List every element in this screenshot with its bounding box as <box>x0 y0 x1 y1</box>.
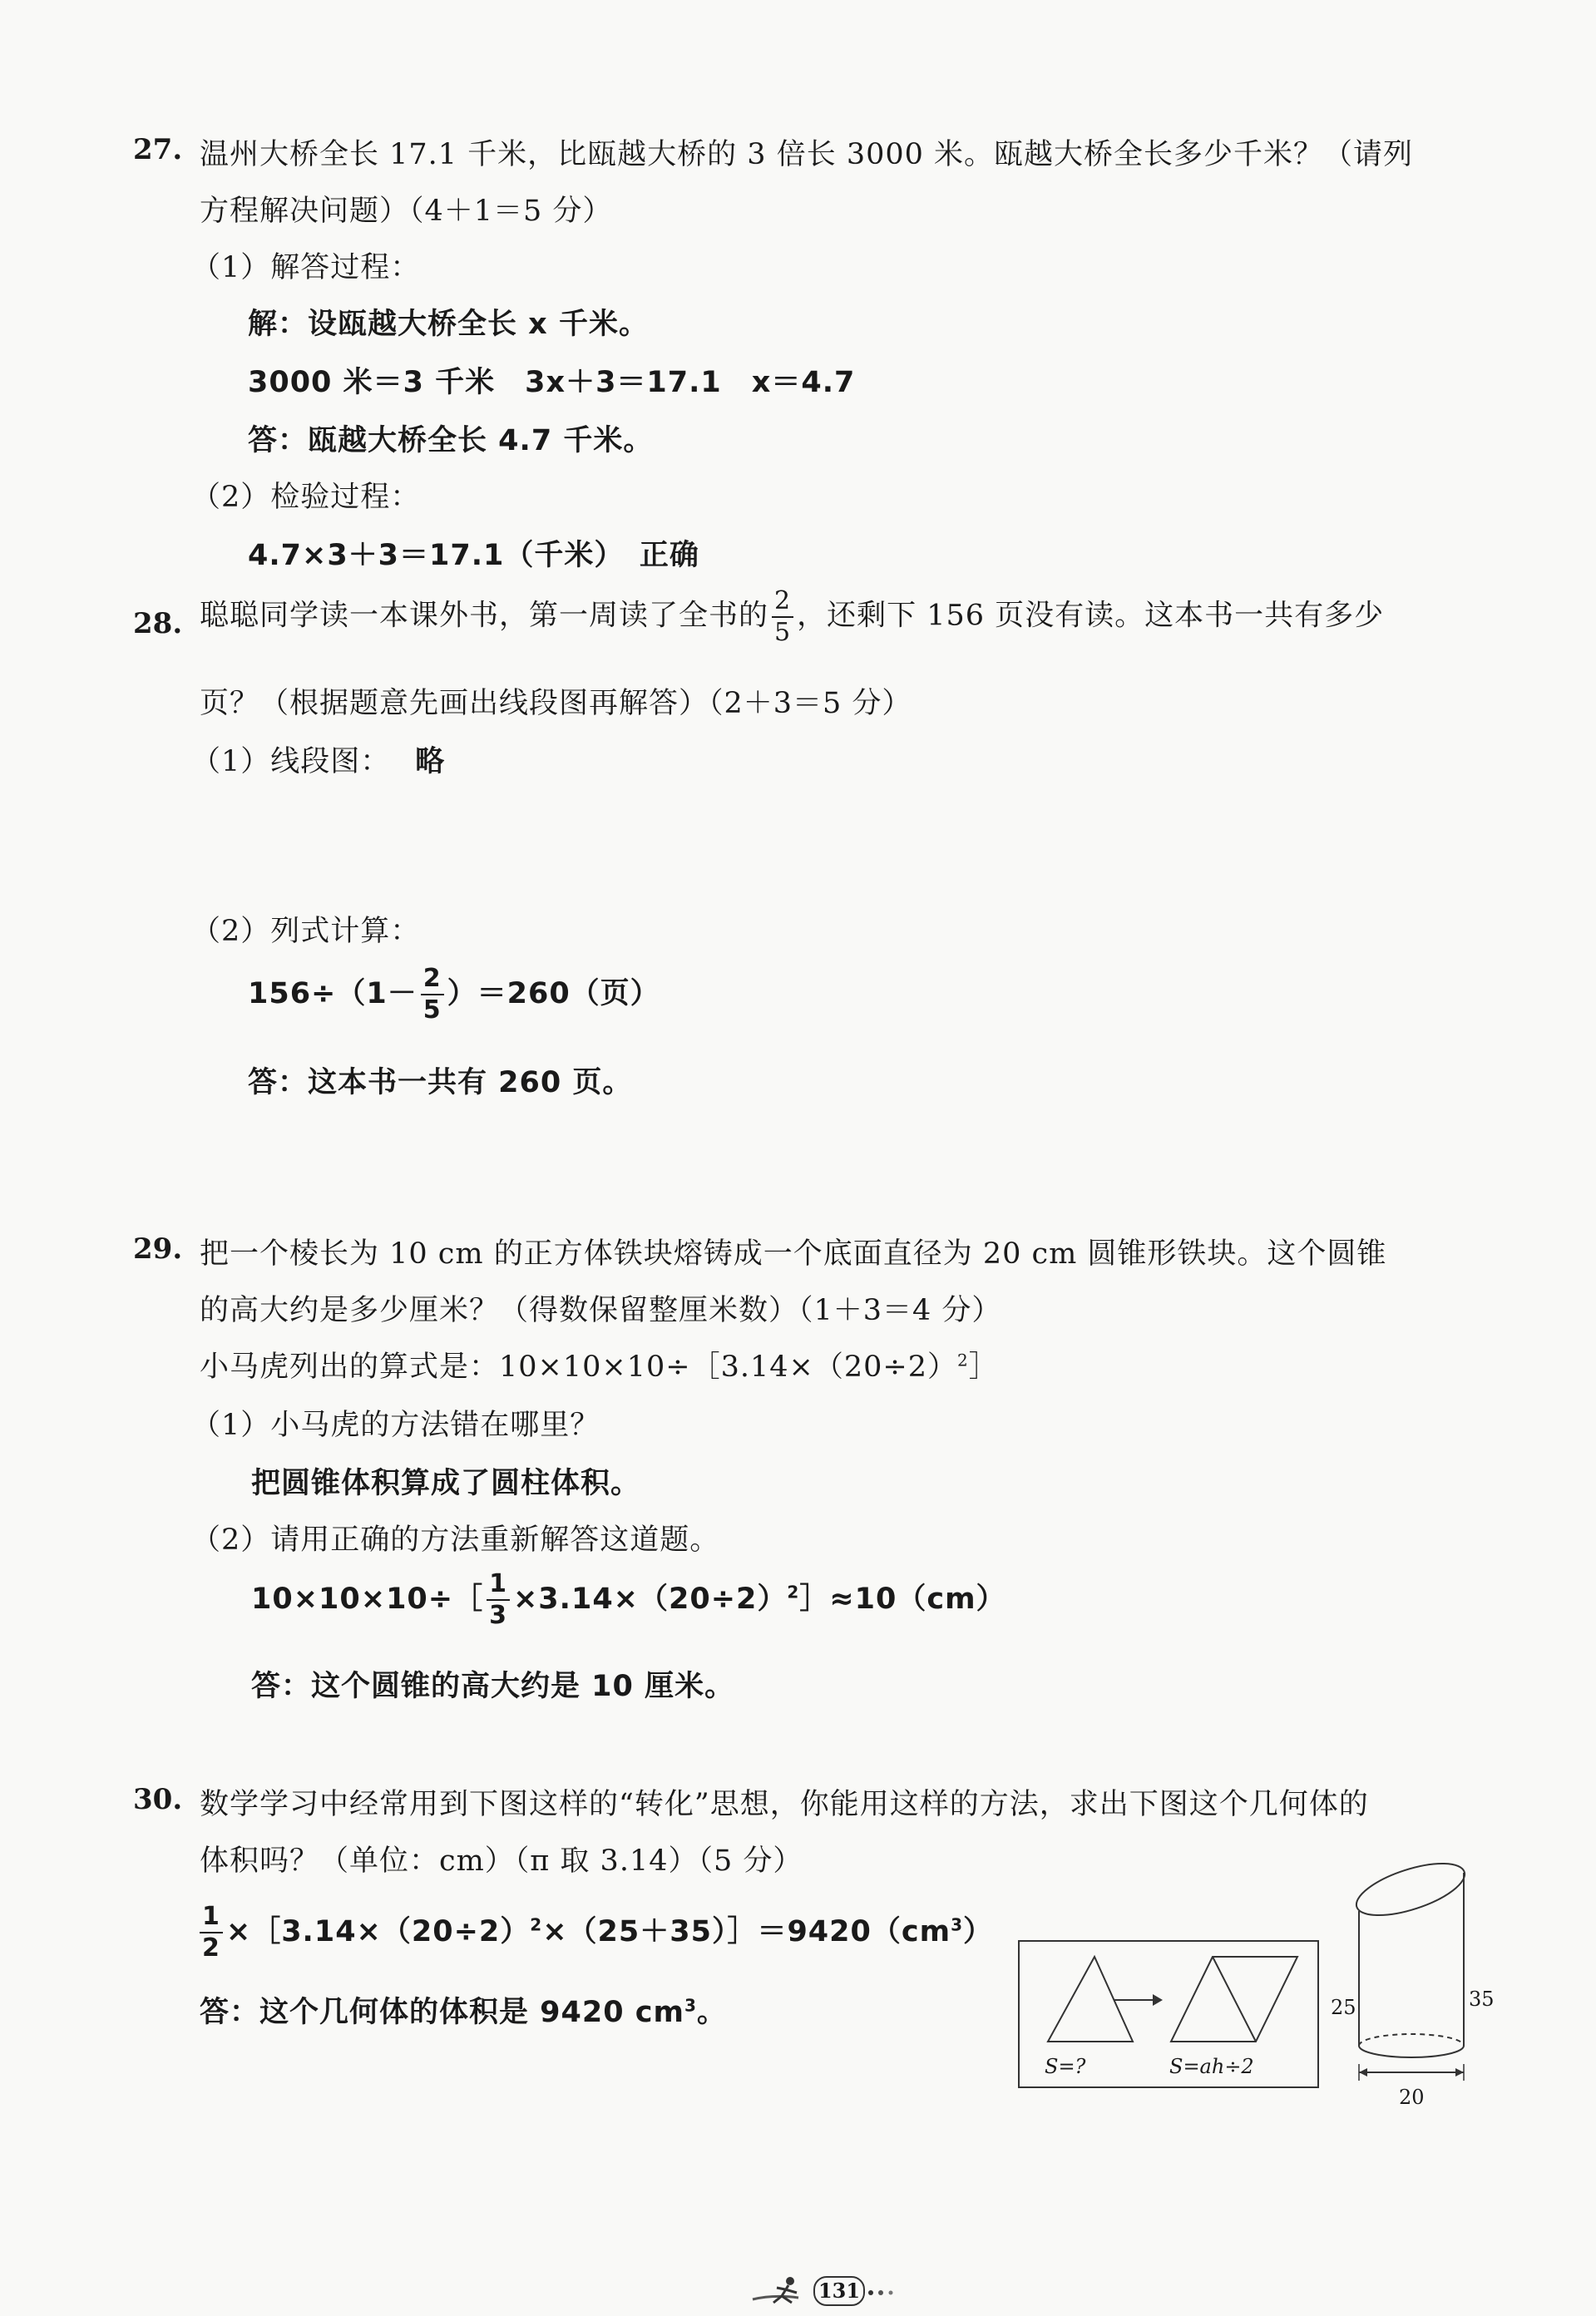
exponent: 2 <box>787 1582 800 1602</box>
fraction-numerator: 2 <box>421 966 444 995</box>
dimension-arrow-left-icon <box>1359 2068 1367 2076</box>
runner-logo-icon <box>749 2274 815 2308</box>
question-text <box>200 1344 999 1385</box>
question-number: 30. <box>133 1783 183 1816</box>
calc-part: ） <box>963 1915 994 1948</box>
answer-line: 答：瓯越大桥全长 4.7 千米。 <box>248 424 654 457</box>
cylinder-diameter-label: 20 <box>1399 2086 1425 2109</box>
question-text: 的高大约是多少厘米？（得数保留整厘米数）（1＋3＝4 分） <box>200 1294 1002 1327</box>
answer-line: 答：这本书一共有 260 页。 <box>248 1066 633 1099</box>
part-label-text: （1）线段图： <box>191 745 391 778</box>
question-text: 数学学习中经常用到下图这样的“转化”思想，你能用这样的方法，求出下图这个几何体的 <box>200 1788 1369 1821</box>
question-text: 页？（根据题意先画出线段图再解答）（2＋3＝5 分） <box>200 687 912 720</box>
fraction-denominator: 5 <box>422 995 442 1025</box>
answer-line: 把圆锥体积算成了圆柱体积。 <box>251 1467 641 1500</box>
calculation <box>248 966 660 1023</box>
part-label: （2）检验过程： <box>191 481 421 514</box>
page-number-badge <box>813 2276 865 2306</box>
part-label: （1）解答过程： <box>191 251 421 284</box>
cylinder-right-height-label: 35 <box>1469 1988 1495 2011</box>
fraction <box>772 586 793 647</box>
calc-part: ×3.14×（20÷2） <box>512 1583 788 1616</box>
diagonal-line <box>1213 1957 1256 2042</box>
fraction-numerator: 1 <box>487 1572 510 1601</box>
answer-line: 3000 米＝3 千米 3x＋3＝17.1 x＝4.7 <box>248 366 856 399</box>
text-part: 小马虎列出的算式是：10×10×10÷［3.14×（20÷2） <box>200 1351 957 1384</box>
answer-line: 解：设瓯越大桥全长 x 千米。 <box>248 308 649 341</box>
part-label: （2）列式计算： <box>191 915 421 948</box>
page-number: 131 <box>818 2279 861 2303</box>
question-number: 27. <box>133 133 183 166</box>
text-part: 聪聪同学读一本课外书，第一周读了全书的 <box>200 599 769 633</box>
cylinder-bottom-front <box>1359 2046 1464 2057</box>
part-label: （1）小马虎的方法错在哪里？ <box>191 1409 600 1442</box>
cylinder-left-height-label: 25 <box>1331 1996 1356 2019</box>
answer-text: 答：这个几何体的体积是 9420 cm <box>200 1996 684 2029</box>
question-text: 温州大桥全长 17.1 千米，比瓯越大桥的 3 倍长 3000 米。瓯越大桥全长多少千米？（请列 <box>200 138 1414 171</box>
fraction <box>421 966 444 1023</box>
text-part: ，还剩下 156 页没有读。这本书一共有多少 <box>797 599 1385 633</box>
question-text: 把一个棱长为 10 cm 的正方体铁块熔铸成一个底面直径为 20 cm 圆锥形铁块。这个圆锥 <box>200 1237 1387 1271</box>
answer-line <box>200 1989 727 2031</box>
calculation <box>251 1569 1006 1630</box>
question-text: 体积吗？（单位：cm）（π 取 3.14）（5 分） <box>200 1844 803 1878</box>
part-label: （2）请用正确的方法重新解答这道题。 <box>191 1523 720 1557</box>
page-footer <box>749 2274 948 2308</box>
calculation <box>200 1904 993 1961</box>
calc-part: ×［3.14×（20÷2） <box>225 1915 531 1948</box>
triangle-area-label: S=? <box>1045 2055 1086 2078</box>
fraction <box>487 1569 510 1630</box>
exponent: 3 <box>684 1995 697 2016</box>
calc-part: ］≈10（cm） <box>799 1583 1006 1616</box>
exponent: 2 <box>956 1350 969 1370</box>
cylinder-bottom-back <box>1359 2034 1464 2046</box>
fraction-numerator: 2 <box>772 589 793 618</box>
exponent: 3 <box>951 1914 963 1935</box>
calc-part: ）＝260（页） <box>447 977 660 1010</box>
answer-line: 答：这个圆锥的高大约是 10 厘米。 <box>251 1670 735 1703</box>
arrow-head-icon <box>1153 1994 1163 2006</box>
transformation-figure <box>1018 1940 1319 2088</box>
calc-part: 156÷（1－ <box>248 977 418 1010</box>
calc-part: 10×10×10÷［ <box>251 1583 484 1616</box>
part-answer: 略 <box>415 745 446 778</box>
fraction <box>200 1904 223 1961</box>
fraction-denominator: 3 <box>489 1601 507 1630</box>
question-text: 方程解决问题）（4＋1＝5 分） <box>200 195 613 228</box>
dimension-arrow-right-icon <box>1455 2068 1464 2076</box>
dots-decoration-icon <box>867 2284 900 2301</box>
text-part: ］ <box>968 1351 999 1384</box>
answer-text: 。 <box>696 1996 727 2029</box>
fraction-numerator: 1 <box>200 1904 223 1933</box>
question-number: 28. <box>133 607 183 640</box>
answer-line: 4.7×3＋3＝17.1（千米） 正确 <box>248 539 699 572</box>
cylinder-top-ellipse <box>1351 1853 1470 1926</box>
parallelogram-area-label: S=ah÷2 <box>1169 2055 1254 2078</box>
question-text <box>200 586 1385 647</box>
part-label <box>191 738 445 780</box>
calc-part: ×（25＋35）］＝9420（cm <box>542 1915 951 1948</box>
fraction-denominator: 2 <box>202 1933 220 1963</box>
fraction-denominator: 5 <box>774 618 792 647</box>
question-number: 29. <box>133 1232 183 1266</box>
exponent: 2 <box>530 1914 543 1935</box>
cylinder-figure <box>1331 1838 1497 2129</box>
